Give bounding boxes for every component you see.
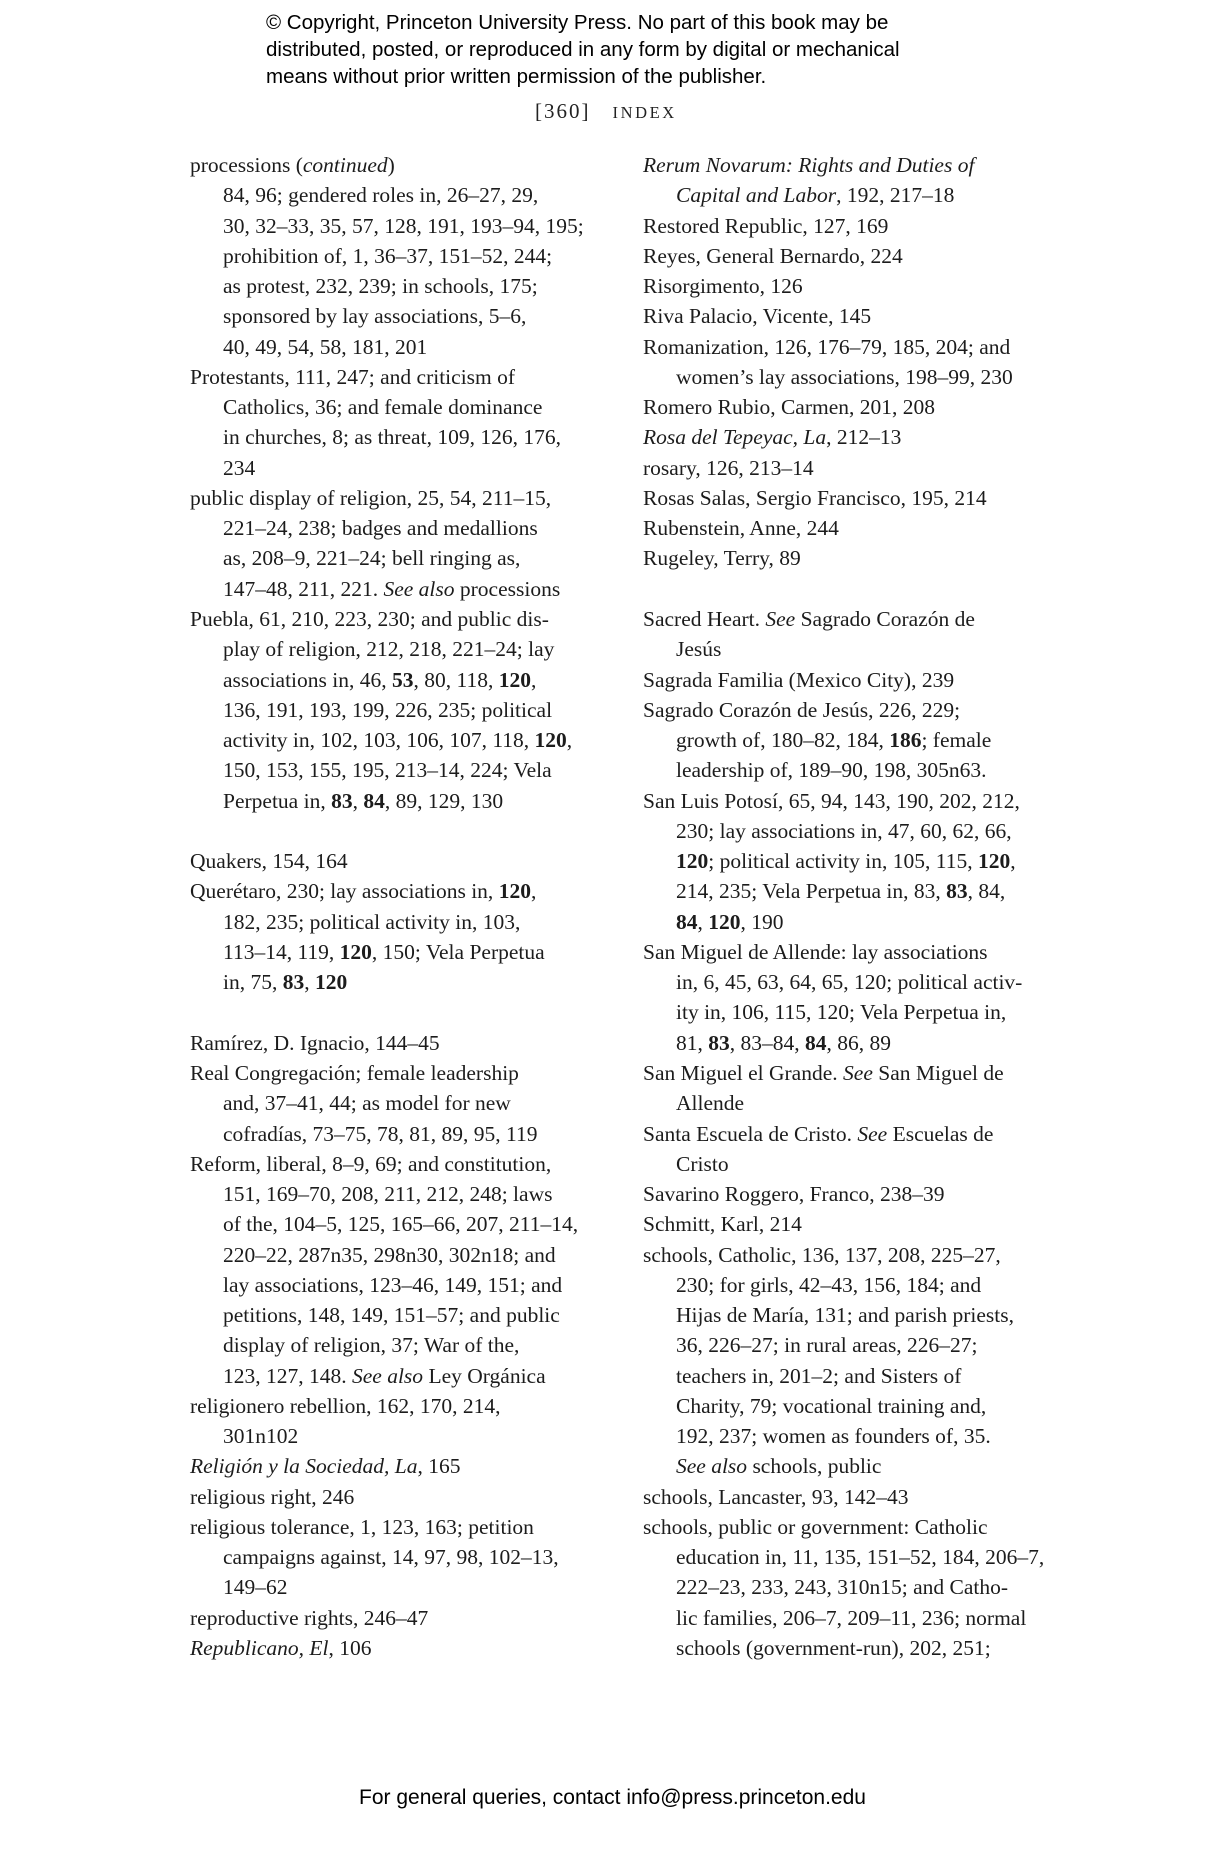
contact-footer: For general queries, contact info@press.princeton.edu <box>359 1786 866 1809</box>
italic-text: See also <box>352 1363 424 1388</box>
entry-text: Santa Escuela de Cristo. <box>643 1121 858 1146</box>
entry-text: religionero rebellion, 162, 170, 214, <box>190 1393 501 1418</box>
entry-text: , 106 <box>328 1636 372 1661</box>
index-subline <box>643 1088 1083 1118</box>
index-subline <box>643 1028 1083 1058</box>
entry-text: , 86, 89 <box>826 1030 891 1055</box>
entry-text: , 150; Vela Perpetua <box>371 939 545 964</box>
index-subline <box>643 634 1083 664</box>
index-subline <box>190 937 630 967</box>
index-subline <box>190 1572 630 1602</box>
entry-text: Puebla, 61, 210, 223, 230; and public dis- <box>190 606 549 631</box>
entry-text: , <box>1010 849 1016 874</box>
entry-text: 182, 235; political activity in, 103, <box>223 909 521 934</box>
index-subline <box>190 513 630 543</box>
index-entry <box>190 1058 630 1149</box>
page-ref-bold: 186 <box>889 728 922 753</box>
italic-text: Capital and Labor <box>676 183 837 208</box>
page-ref-bold: 83 <box>331 788 353 813</box>
index-entry <box>643 150 1083 211</box>
page-number: [360] <box>535 99 591 123</box>
italic-text: Religión y la Sociedad, La <box>190 1454 418 1479</box>
index-letter-group <box>190 846 630 997</box>
entry-text: , 192, 217–18 <box>836 183 955 208</box>
entry-text: 40, 49, 54, 58, 181, 201 <box>223 334 428 359</box>
entry-text: 151, 169–70, 208, 211, 212, 248; laws <box>223 1182 553 1207</box>
entry-text: in, 6, 45, 63, 64, 65, 120; political activ- <box>676 970 1023 995</box>
entry-text: San Luis Potosí, 65, 94, 143, 190, 202, 212, <box>643 788 1020 813</box>
index-entry <box>643 695 1083 786</box>
index-headword-line <box>190 483 630 513</box>
index-headword-line <box>643 543 1083 573</box>
entry-text: Jesús <box>676 637 722 662</box>
entry-text: education in, 11, 135, 151–52, 184, 206–7, <box>676 1545 1045 1570</box>
entry-text: ity in, 106, 115, 120; Vela Perpetua in, <box>676 1000 1007 1025</box>
page-ref-bold: 84 <box>805 1030 827 1055</box>
index-headword-line <box>643 695 1083 725</box>
entry-text: , 89, 129, 130 <box>384 788 504 813</box>
entry-text: Catholics, 36; and female dominance <box>223 395 543 420</box>
index-subline <box>190 1209 630 1239</box>
index-letter-group <box>190 1028 630 1664</box>
entry-text: Sagrada Familia (Mexico City), 239 <box>643 667 955 692</box>
index-subline <box>643 755 1083 785</box>
index-subline <box>190 1088 630 1118</box>
entry-text: associations in, 46, <box>223 667 392 692</box>
entry-text: Sagrado Corazón de <box>795 606 975 631</box>
entry-text: processions <box>454 576 561 601</box>
page-ref-bold: 120 <box>498 879 531 904</box>
page-ref-bold: 120 <box>676 849 709 874</box>
index-entry <box>643 301 1083 331</box>
index-entry <box>190 150 630 362</box>
index-entry <box>190 1028 630 1058</box>
entry-text: women’s lay associations, 198–99, 230 <box>676 364 1013 389</box>
entry-text: schools, public <box>747 1454 882 1479</box>
entry-text: of the, 104–5, 125, 165–66, 207, 211–14, <box>223 1212 579 1237</box>
index-subline <box>190 332 630 362</box>
entry-text: 222–23, 233, 243, 310n15; and Catho- <box>676 1575 1009 1600</box>
index-subline <box>190 1361 630 1391</box>
entry-text: , 212–13 <box>826 425 902 450</box>
page-ref-bold: 84 <box>363 788 385 813</box>
index-headword-line <box>190 362 630 392</box>
entry-text: petitions, 148, 149, 151–57; and public <box>223 1303 560 1328</box>
index-entry <box>643 392 1083 422</box>
index-subline <box>643 997 1083 1027</box>
index-subline <box>643 362 1083 392</box>
entry-text: , <box>530 667 537 692</box>
copyright-line: means without prior written permission of the publisher. <box>266 64 767 88</box>
index-entry <box>190 1149 630 1391</box>
entry-text: 84, 96; gendered roles in, 26–27, 29, <box>223 183 539 208</box>
index-letter-group <box>643 150 1083 574</box>
entry-text: activity in, 102, 103, 106, 107, 118, <box>223 728 535 753</box>
entry-text: Sacred Heart. <box>643 606 766 631</box>
entry-text: Real Congregación; female leadership <box>190 1060 519 1085</box>
entry-text: Savarino Roggero, Franco, 238–39 <box>643 1182 945 1207</box>
index-subline <box>190 907 630 937</box>
index-entry <box>190 1512 630 1603</box>
entry-text: lic families, 206–7, 209–11, 236; normal <box>676 1605 1027 1630</box>
index-subline <box>643 1149 1083 1179</box>
index-subline <box>643 907 1083 937</box>
index-headword-line <box>190 604 630 634</box>
entry-text: cofradías, 73–75, 78, 81, 89, 95, 119 <box>223 1121 538 1146</box>
entry-text: , <box>697 909 709 934</box>
index-headword-line <box>190 1451 630 1481</box>
entry-text: 214, 235; Vela Perpetua in, 83, <box>676 879 947 904</box>
italic-text: continued <box>302 153 388 177</box>
index-subline <box>190 1240 630 1270</box>
page-ref-bold: 120 <box>708 909 741 934</box>
entry-text: as protest, 232, 239; in schools, 175; <box>223 274 538 299</box>
index-subline <box>643 725 1083 755</box>
index-subline <box>643 1361 1083 1391</box>
entry-text: religious tolerance, 1, 123, 163; petition <box>190 1514 534 1539</box>
entry-text: , <box>352 788 364 813</box>
italic-text: Republicano, El <box>190 1636 329 1661</box>
index-subline <box>643 1421 1083 1451</box>
page-ref-bold: 83 <box>708 1030 730 1055</box>
page-ref-bold: 120 <box>977 849 1011 874</box>
index-headword-line <box>643 604 1083 634</box>
index-headword-line <box>643 301 1083 331</box>
entry-text: campaigns against, 14, 97, 98, 102–13, <box>223 1545 559 1570</box>
entry-text: Perpetua in, <box>223 788 332 813</box>
entry-text: and, 37–41, 44; as model for new <box>223 1091 511 1116</box>
entry-text: , 83–84, <box>729 1030 805 1055</box>
index-subline <box>643 816 1083 846</box>
entry-text: 234 <box>223 455 256 480</box>
entry-text: Rugeley, Terry, 89 <box>643 546 801 571</box>
index-headword-line <box>643 513 1083 543</box>
entry-text: 136, 191, 193, 199, 226, 235; political <box>223 697 553 722</box>
index-entry <box>643 241 1083 271</box>
index-entry <box>190 362 630 483</box>
index-headword-line <box>643 786 1083 816</box>
index-headword-line <box>643 1058 1083 1088</box>
entry-text: 230; for girls, 42–43, 156, 184; and <box>676 1272 982 1297</box>
index-entry <box>643 1058 1083 1119</box>
entry-text: as, 208–9, 221–24; bell ringing as, <box>223 546 521 571</box>
index-headword-line <box>643 1119 1083 1149</box>
entry-text: , 80, 118, <box>413 667 499 692</box>
entry-text: San Miguel de <box>872 1060 1004 1085</box>
entry-text: sponsored by lay associations, 5–6, <box>223 304 527 329</box>
index-subline <box>643 1391 1083 1421</box>
index-subline <box>190 422 630 452</box>
entry-text: schools, Lancaster, 93, 142–43 <box>643 1484 909 1509</box>
entry-text: , <box>304 970 315 995</box>
index-headword-line <box>643 665 1083 695</box>
section-title: INDEX <box>612 103 677 122</box>
index-subline <box>190 241 630 271</box>
entry-text: , <box>566 728 573 753</box>
index-entry <box>190 876 630 997</box>
italic-text: See <box>857 1121 888 1146</box>
index-subline <box>190 211 630 241</box>
index-entry <box>643 1179 1083 1209</box>
index-subline <box>643 1451 1083 1481</box>
copyright-line: © Copyright, Princeton University Press. No part of this book may be <box>266 11 889 34</box>
index-headword-line <box>190 876 630 906</box>
index-entry <box>643 513 1083 543</box>
index-entry <box>643 786 1083 937</box>
index-subline <box>190 543 630 573</box>
index-subline <box>190 271 630 301</box>
index-subline <box>643 1270 1083 1300</box>
entry-text: public display of religion, 25, 54, 211–15, <box>190 485 552 510</box>
entry-text: Restored Republic, 127, 169 <box>643 213 889 238</box>
index-subline <box>190 695 630 725</box>
entry-text: 220–22, 287n35, 298n30, 302n18; and <box>223 1242 556 1267</box>
entry-text: reproductive rights, 246–47 <box>190 1605 429 1630</box>
index-headword-line <box>643 422 1083 452</box>
index-entry <box>643 483 1083 513</box>
italic-text: See <box>843 1060 873 1085</box>
entry-text: 81, <box>676 1030 709 1055</box>
index-entry <box>643 1240 1083 1482</box>
index-entry <box>643 937 1083 1058</box>
index-entry <box>190 1633 630 1663</box>
entry-text: in, 75, <box>223 970 283 995</box>
entry-text: 230; lay associations in, 47, 60, 62, 66, <box>676 818 1012 843</box>
index-headword-line <box>190 1058 630 1088</box>
entry-text: Ley Orgánica <box>423 1363 546 1388</box>
index-subline <box>643 967 1083 997</box>
entry-text: Reyes, General Bernardo, 224 <box>643 243 903 268</box>
index-headword-line <box>190 1028 630 1058</box>
index-headword-line <box>643 937 1083 967</box>
entry-text: play of religion, 212, 218, 221–24; lay <box>223 637 555 662</box>
entry-text: Protestants, 111, 247; and criticism of <box>190 364 516 389</box>
entry-text: rosary, 126, 213–14 <box>643 455 814 480</box>
entry-text: , 190 <box>740 909 784 934</box>
entry-text: lay associations, 123–46, 149, 151; and <box>223 1272 563 1297</box>
italic-text: Rosa del Tepeyac, La <box>643 425 827 450</box>
entry-text: Hijas de María, 131; and parish priests, <box>676 1303 1014 1328</box>
entry-text: Quakers, 154, 164 <box>190 849 348 874</box>
running-head <box>535 96 677 128</box>
italic-text: See <box>765 606 796 631</box>
entry-text: Reform, liberal, 8–9, 69; and constitution, <box>190 1151 552 1176</box>
entry-text: San Miguel de Allende: lay associations <box>643 939 988 964</box>
index-subline <box>190 392 630 422</box>
index-subline <box>190 786 630 816</box>
page-ref-bold: 53 <box>392 667 414 692</box>
entry-text: Ramírez, D. Ignacio, 144–45 <box>190 1030 440 1055</box>
entry-text: Schmitt, Karl, 214 <box>643 1212 802 1237</box>
entry-text: , 165 <box>417 1454 461 1479</box>
index-column-right <box>643 150 1083 1663</box>
index-subline <box>643 1603 1083 1633</box>
index-entry <box>190 1603 630 1633</box>
entry-text: Allende <box>676 1091 745 1116</box>
index-entry <box>643 1119 1083 1180</box>
index-subline <box>190 725 630 755</box>
italic-text: Rerum Novarum: Rights and Duties of <box>643 153 975 177</box>
index-headword-line <box>643 483 1083 513</box>
index-subline <box>643 1572 1083 1602</box>
index-subline <box>190 1300 630 1330</box>
index-subline <box>190 301 630 331</box>
page-ref-bold: 120 <box>498 667 531 692</box>
index-subline <box>190 1542 630 1572</box>
index-subline <box>190 1270 630 1300</box>
index-subline <box>190 755 630 785</box>
index-entry <box>643 1512 1083 1663</box>
index-subline <box>190 1119 630 1149</box>
index-subline <box>643 876 1083 906</box>
index-subline <box>190 665 630 695</box>
entry-text: Charity, 79; vocational training and, <box>676 1393 987 1418</box>
index-subline <box>643 180 1083 210</box>
index-headword-line <box>190 150 630 180</box>
index-entry <box>643 422 1083 452</box>
entry-text: display of religion, 37; War of the, <box>223 1333 520 1358</box>
index-headword-line <box>190 1603 630 1633</box>
entry-text: 30, 32–33, 35, 57, 128, 191, 193–94, 195; <box>223 213 584 238</box>
index-headword-line <box>643 241 1083 271</box>
index-headword-line <box>643 1240 1083 1270</box>
index-subline <box>643 1330 1083 1360</box>
entry-text: 301n102 <box>223 1424 299 1449</box>
entry-text: Rubenstein, Anne, 244 <box>643 516 839 541</box>
entry-text: schools (government-run), 202, 251; <box>676 1636 991 1661</box>
index-subline <box>190 1421 630 1451</box>
page-ref-bold: 120 <box>314 970 348 995</box>
index-entry <box>643 1209 1083 1239</box>
index-subline <box>643 1633 1083 1663</box>
entry-text: , 84, <box>967 879 1006 904</box>
entry-text: ; political activity in, 105, 115, <box>708 849 978 874</box>
entry-text: 149–62 <box>223 1575 288 1600</box>
index-entry <box>643 1482 1083 1512</box>
entry-text: in churches, 8; as threat, 109, 126, 176, <box>223 425 561 450</box>
index-entry <box>643 543 1083 573</box>
index-headword-line <box>643 1482 1083 1512</box>
index-headword-line <box>190 1482 630 1512</box>
entry-text: Cristo <box>676 1151 729 1176</box>
italic-text: See also <box>383 576 455 601</box>
index-entry <box>190 604 630 816</box>
entry-text: schools, public or government: Catholic <box>643 1514 988 1539</box>
index-subline <box>190 180 630 210</box>
entry-text: Sagrado Corazón de Jesús, 226, 229; <box>643 697 961 722</box>
index-headword-line <box>190 1391 630 1421</box>
index-subline <box>643 846 1083 876</box>
index-entry <box>190 483 630 604</box>
index-headword-line <box>190 1149 630 1179</box>
entry-text: 36, 226–27; in rural areas, 226–27; <box>676 1333 978 1358</box>
index-headword-line <box>643 150 1083 180</box>
index-headword-line <box>190 846 630 876</box>
entry-text: processions ( <box>190 153 303 177</box>
index-subline <box>190 1330 630 1360</box>
entry-text: religious right, 246 <box>190 1484 355 1509</box>
entry-text: 147–48, 211, 221. <box>223 576 384 601</box>
index-subline <box>643 1542 1083 1572</box>
entry-text: Romanization, 126, 176–79, 185, 204; and <box>643 334 1011 359</box>
entry-text: 192, 237; women as founders of, 35. <box>676 1424 991 1449</box>
index-headword-line <box>190 1512 630 1542</box>
entry-text: 123, 127, 148. <box>223 1363 352 1388</box>
index-entry <box>643 332 1083 393</box>
index-entry <box>190 846 630 876</box>
italic-text: See also <box>676 1454 748 1479</box>
index-entry <box>190 1451 630 1481</box>
index-headword-line <box>643 392 1083 422</box>
index-subline <box>190 634 630 664</box>
index-entry <box>643 271 1083 301</box>
entry-text: ; female <box>921 728 992 753</box>
index-column-left <box>190 150 630 1663</box>
index-headword-line <box>643 211 1083 241</box>
copyright-line: distributed, posted, or reproduced in any form by digital or mechanical <box>266 37 900 61</box>
entry-text: teachers in, 201–2; and Sisters of <box>676 1363 962 1388</box>
index-headword-line <box>643 1209 1083 1239</box>
index-subline <box>643 1300 1083 1330</box>
page-ref-bold: 120 <box>534 728 567 753</box>
entry-text: leadership of, 189–90, 198, 305n63. <box>676 758 987 783</box>
page-ref-bold: 120 <box>339 939 372 964</box>
entry-text: prohibition of, 1, 36–37, 151–52, 244; <box>223 243 553 268</box>
index-letter-group <box>190 150 630 816</box>
index-subline <box>190 453 630 483</box>
index-subline <box>190 574 630 604</box>
index-headword-line <box>190 1633 630 1663</box>
index-entry <box>190 1391 630 1452</box>
page-ref-bold: 83 <box>946 879 968 904</box>
entry-text: 221–24, 238; badges and medallions <box>223 516 538 541</box>
entry-text: Romero Rubio, Carmen, 201, 208 <box>643 395 936 420</box>
entry-text: Riva Palacio, Vicente, 145 <box>643 304 872 329</box>
index-headword-line <box>643 271 1083 301</box>
entry-text: growth of, 180–82, 184, <box>676 728 890 753</box>
index-subline <box>190 967 630 997</box>
index-entry <box>190 1482 630 1512</box>
entry-text: Rosas Salas, Sergio Francisco, 195, 214 <box>643 485 987 510</box>
entry-text: 150, 153, 155, 195, 213–14, 224; Vela <box>223 758 552 783</box>
entry-text: Escuelas de <box>887 1121 994 1146</box>
index-entry <box>643 665 1083 695</box>
index-entry <box>643 211 1083 241</box>
index-entry <box>643 604 1083 665</box>
entry-text: , <box>530 879 537 904</box>
index-subline <box>190 1179 630 1209</box>
copyright-notice <box>266 10 900 91</box>
index-headword-line <box>643 1512 1083 1542</box>
entry-text: Querétaro, 230; lay associations in, <box>190 879 499 904</box>
index-headword-line <box>643 1179 1083 1209</box>
entry-text: schools, Catholic, 136, 137, 208, 225–27, <box>643 1242 1001 1267</box>
index-headword-line <box>643 453 1083 483</box>
page-ref-bold: 84 <box>676 909 698 934</box>
page-ref-bold: 83 <box>282 970 305 995</box>
entry-text: Risorgimento, 126 <box>643 274 803 299</box>
index-letter-group <box>643 604 1083 1663</box>
entry-text: ) <box>387 153 395 177</box>
entry-text: San Miguel el Grande. <box>643 1060 844 1085</box>
index-headword-line <box>643 332 1083 362</box>
index-entry <box>643 453 1083 483</box>
entry-text: 113–14, 119, <box>223 939 340 964</box>
